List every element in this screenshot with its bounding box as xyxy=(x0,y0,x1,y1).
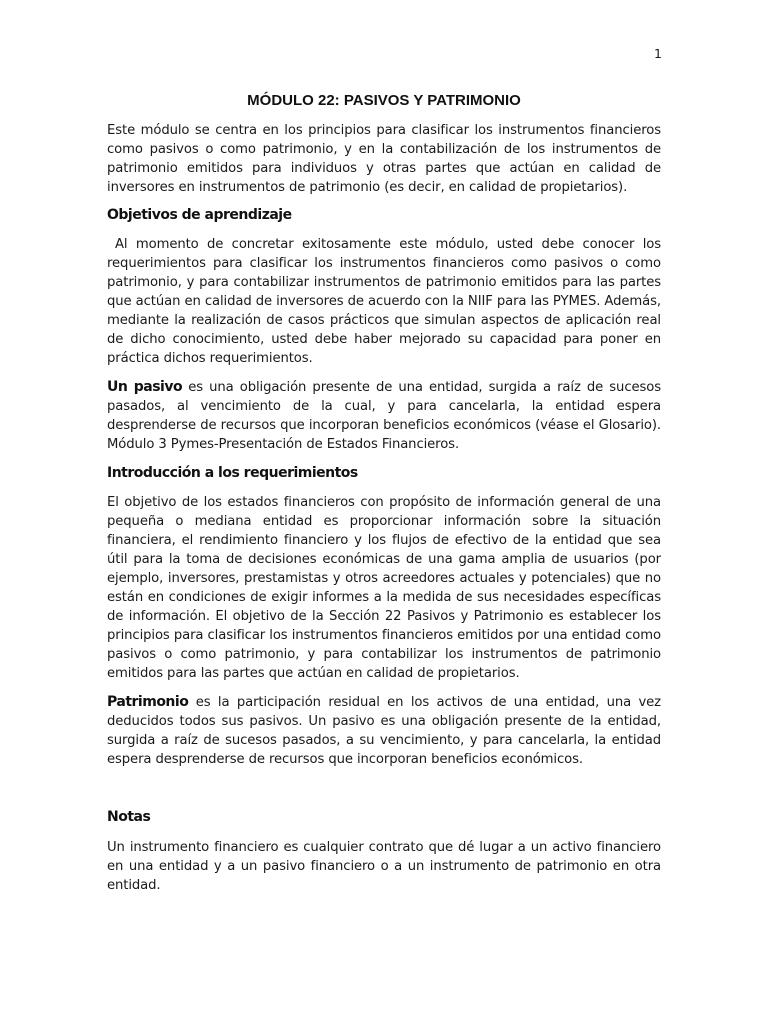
document-title: MÓDULO 22: PASIVOS Y PATRIMONIO xyxy=(247,92,521,109)
notes-heading: Notas xyxy=(107,809,151,825)
page-number: 1 xyxy=(654,46,662,61)
objectives-paragraph: Al momento de concretar exitosamente este módulo, usted debe conocer los requerimientos para clasificar los instrumentos financieros como pasivos o como patrimonio, y para contabilizar instrumentos de patrimonio emitidos para las partes que actúan en calidad de inversores de acuerdo con la NIIF para las PYMES. Además, mediante la realización de casos prácticos que simulan aspectos de aplicación real de dicho conocimiento, usted debe haber mejorado su capacidad para poner en práctica dichos requerimientos. xyxy=(107,237,661,366)
pasivo-definition: es una obligación presente de una entidad, surgida a raíz de sucesos pasados, al vencimiento de la cual, y para cancelarla, la entidad espera desprenderse de recursos que incorporan beneficios económicos (véase el Glosario). Módulo 3 Pymes-Presentación de Estados Financieros. xyxy=(107,380,661,452)
patrimonio-definition: es la participación residual en los activos de una entidad, una vez deducidos todos sus pasivos. Un pasivo es una obligación presente de la entidad, surgida a raíz de sucesos pasados, a su vencimiento, y para cancelarla, la entidad espera desprenderse de recursos que incorporan beneficios económicos. xyxy=(107,695,661,767)
patrimonio-paragraph xyxy=(107,693,661,769)
pasivo-term: Un pasivo xyxy=(107,379,183,395)
intro-paragraph: Este módulo se centra en los principios para clasificar los instrumentos financieros como pasivos o como patrimonio, y en la contabilización de los instrumentos de patrimonio emitidos para individuos y otras partes que actúan en calidad de inversores en instrumentos de patrimonio (es decir, en calidad de propietarios). xyxy=(107,123,661,195)
pasivo-paragraph xyxy=(107,378,661,454)
patrimonio-term: Patrimonio xyxy=(107,694,189,710)
notes-paragraph: Un instrumento financiero es cualquier contrato que dé lugar a un activo financiero en una entidad y a un pasivo financiero o a un instrumento de patrimonio en otra entidad. xyxy=(107,840,661,893)
requirements-heading: Introducción a los requerimientos xyxy=(107,465,358,481)
objectives-heading: Objetivos de aprendizaje xyxy=(107,207,292,223)
requirements-paragraph: El objetivo de los estados financieros con propósito de información general de una pequeña o mediana entidad es proporcionar información sobre la situación financiera, el rendimiento financiero y los flujos de efectivo de la entidad que sea útil para la toma de decisiones económicas de una gama amplia de usuarios (por ejemplo, inversores, prestamistas y otros acreedores actuales y potenciales) que no están en condiciones de exigir informes a la medida de sus necesidades específicas de información. El objetivo de la Sección 22 Pasivos y Patrimonio es establecer los principios para clasificar los instrumentos financieros emitidos por una entidad como pasivos o como patrimonio, y para contabilizar los instrumentos de patrimonio emitidos para las partes que actúan en calidad de propietarios. xyxy=(107,495,661,681)
